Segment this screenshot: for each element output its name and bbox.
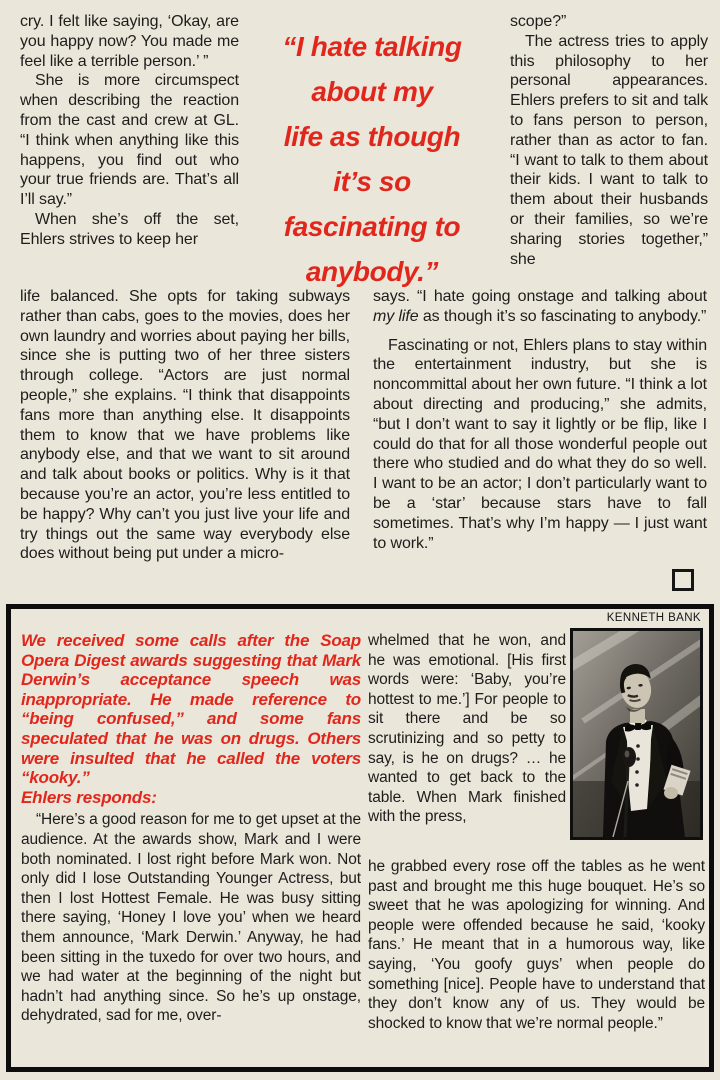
- paragraph: Ehlers responds:: [21, 787, 157, 807]
- pull-quote-line: anybody.”: [305, 256, 439, 287]
- paragraph: life balanced. She opts for taking subways rather than cabs, goes to the movies, does her own laundry and worries about paying her bills, since she is putting two of her three sisters through college. “Actors are just normal people,” she explains. “I think that disappoints fans more than anything else. It disappoints them to know that we have problems like anybody else, and that we want to sit around and talk about books or politics. Why is it that because you’re an actor, you’re less entitled to be happy? Why can’t you just live your life and try things out the same way everybody else does without being put under a micro-: [20, 288, 350, 563]
- paragraph: Fascinating or not, Ehlers plans to stay within the entertainment industry, but she is noncommittal about her own future. “I think a lot about directing and producing,” she admits, “but I don’t want to say it lightly or be flip, like I could do that for all those wonderful people out there who studied and do what they do so well. I want to be an actor; I don’t particularly want to be a ‘star’ because stars have to fall sometimes. That’s why I’m happy — I just want to work.”: [373, 336, 707, 552]
- right-column-top: [510, 12, 708, 269]
- paragraph: says. “I hate going onstage and talking about my life as though it’s so fascinating to anybody.”: [373, 288, 707, 325]
- paragraph: When she’s off the set, Ehlers strives to keep her: [20, 210, 239, 248]
- paragraph: “Here’s a good reason for me to get upset at the audience. At the awards show, Mark and I were both nominated. I lost right before Mark won. Not only did I lose Outstanding Younger Actress, but then I lost Hottest Female. He was busy sitting there saying, ‘Honey I love you’ when we heard them announce, ‘Mark Derwin.’ Anyway, he had been sitting in the tuxedo for over two hours, and we had water at the beginning of the night but hadn’t had anything since. So he’s up onstage, dehydrated, sad for me, over-: [21, 811, 361, 1025]
- photo-credit: KENNETH BANK: [606, 612, 701, 624]
- paragraph: The actress tries to apply this philosophy to her personal appearances. Ehlers prefers to sit and talk to fans person to person, rather than as actor to fan. “I want to talk to them about their kids. I want to talk to them about their husbands or their families, so we’re sharing stories together,” she: [510, 32, 708, 268]
- paragraph: scope?”: [510, 13, 567, 30]
- paragraph: She is more circumspect when describing the reaction from the cast and crew at GL. “I think when anything like this happens, you find out who your true friends are. That’s all I’ll say.”: [20, 72, 239, 209]
- box-left-text: [21, 810, 361, 1026]
- left-column-bottom: [20, 287, 350, 564]
- right-column-bottom: [373, 287, 707, 553]
- box-right-column-wide: [368, 857, 705, 1033]
- tuxedo-man-photo-illustration: [573, 631, 700, 837]
- end-of-article-icon: [672, 569, 694, 591]
- box-left-column: [21, 631, 361, 1026]
- paragraph: cry. I felt like saying, ‘Okay, are you happy now? You made me feel like a terrible person.’ ”: [20, 13, 239, 70]
- pull-quote-line: it’s so: [333, 166, 411, 197]
- pull-quote: [248, 24, 496, 294]
- paragraph: We received some calls after the Soap Opera Digest awards suggesting that Mark Derwin’s acceptance speech was inappropriate. He made reference to “being confused,” and some fans speculated that he was on drugs. Others were insulted that he called the voters “kooky.”: [21, 631, 361, 788]
- awards-photo: [570, 628, 703, 840]
- pull-quote-line: about my: [311, 76, 433, 107]
- box-lead-in: [21, 631, 361, 807]
- paragraph: he grabbed every rose off the tables as he went past and brought me this huge bouquet. He’s so sweet that he was apologizing for winning. And people were offended because he said, ‘kooky fans.’ He meant that in a humorous way, like saying, ‘You goofy guys’ when people do something [nice]. People have to understand that they don’t know any of us. They would be shocked to know that we’re normal people.”: [368, 858, 705, 1032]
- left-column-top: [20, 12, 239, 250]
- box-right-column-narrow: [368, 631, 566, 827]
- paragraph: whelmed that he won, and he was emotional. [His first words were: ‘Baby, you’re hottest to me.’] For people to sit there and be so scrutinizing and so petty to say, is he on drugs? … he wanted to get back to the table. When Mark finished with the press,: [368, 632, 566, 826]
- response-box: [6, 604, 714, 1072]
- pull-quote-line: life as though: [283, 121, 461, 152]
- pull-quote-line: fascinating to: [283, 211, 461, 242]
- pull-quote-line: “I hate talking: [282, 31, 462, 62]
